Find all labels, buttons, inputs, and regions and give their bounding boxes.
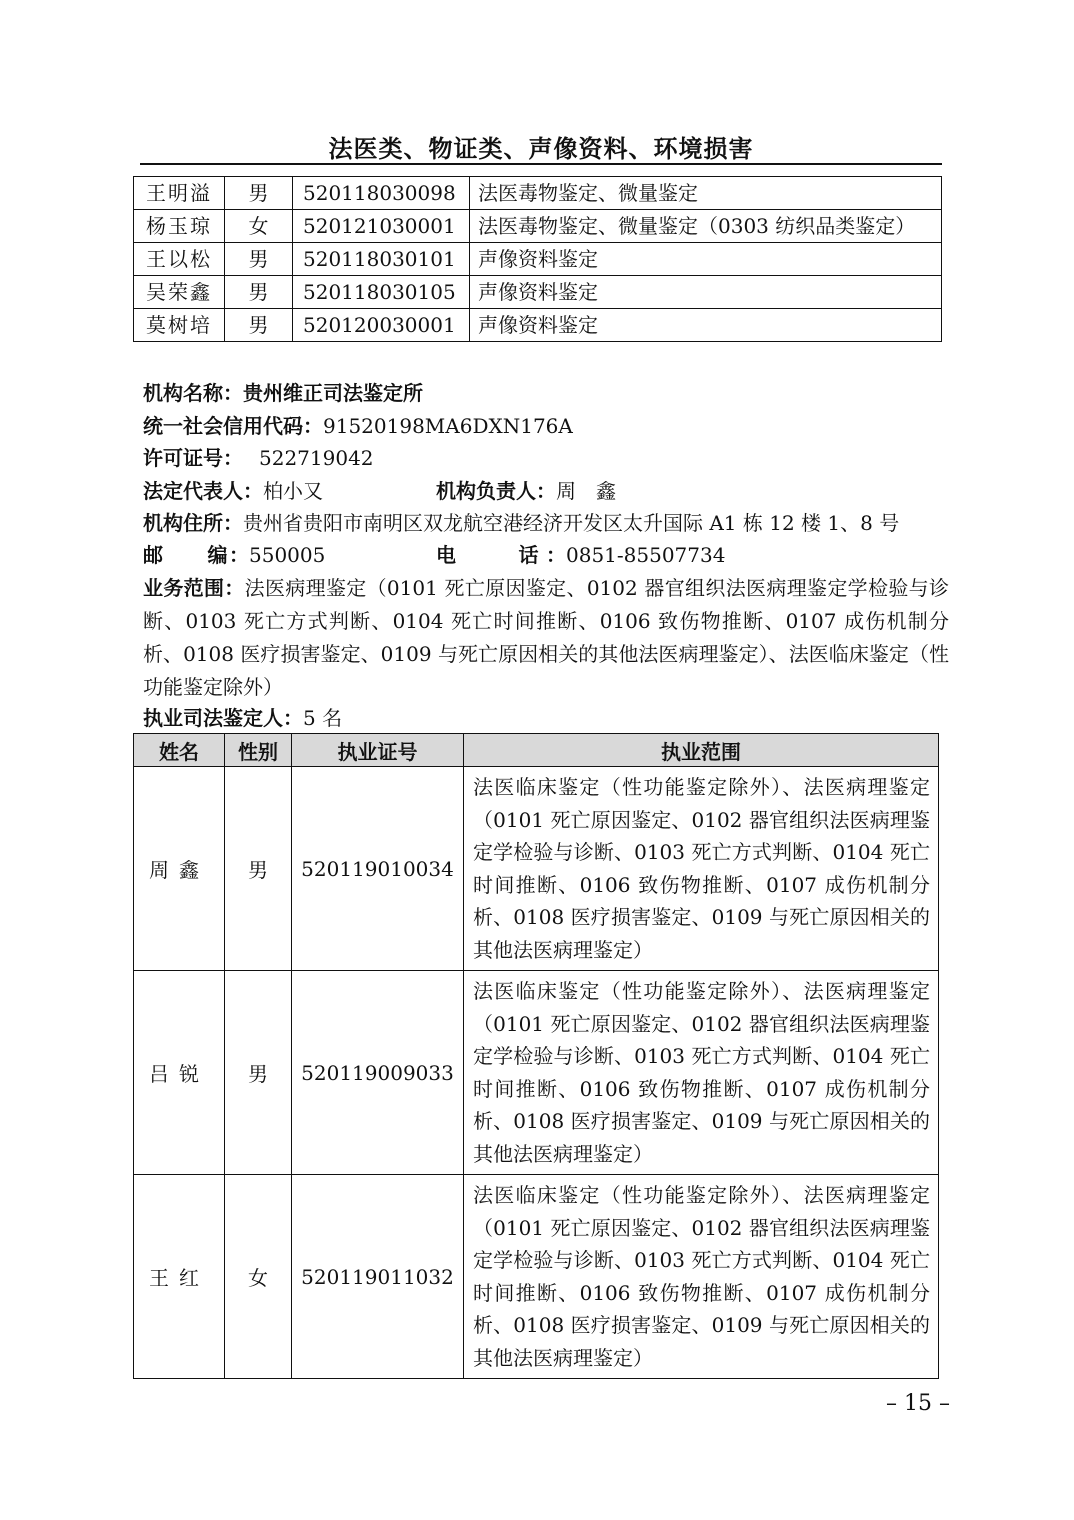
table-header-row bbox=[134, 734, 939, 767]
head-name: 周 鑫 bbox=[556, 479, 616, 503]
appraiser-table bbox=[133, 733, 939, 1379]
appraiser-name: 王红 bbox=[134, 1175, 225, 1379]
license-label: 许可证号： bbox=[143, 446, 243, 470]
appraiser-gender: 女 bbox=[225, 1175, 292, 1379]
institution-name-label: 机构名称： bbox=[143, 381, 243, 405]
appraiser-scope: 声像资料鉴定 bbox=[470, 309, 942, 342]
credit-code-line bbox=[143, 410, 953, 442]
institution-name-line bbox=[143, 377, 953, 409]
table-row bbox=[134, 243, 942, 276]
phone-label: 电 话： bbox=[436, 543, 566, 567]
table-row bbox=[134, 309, 942, 342]
appraiser-name: 吴荣鑫 bbox=[134, 276, 225, 309]
contact-line bbox=[143, 539, 953, 571]
table-row bbox=[134, 767, 939, 971]
appraiser-scope: 法医临床鉴定（性功能鉴定除外）、法医病理鉴定（0101 死亡原因鉴定、0102 器官组织法医病理鉴定学检验与诊断、0103 死亡方式判断、0104 死亡时间推断、0106 致伤物推断、0107 成伤机制分析、0108 医疗损害鉴定、0109 与死亡原因相关的其他法医病理鉴定） bbox=[464, 971, 939, 1175]
appraiser-cert: 520119010034 bbox=[292, 767, 464, 971]
appraiser-gender: 男 bbox=[225, 276, 293, 309]
institution-name: 贵州维正司法鉴定所 bbox=[243, 381, 423, 405]
page-number: – 15 – bbox=[886, 1391, 950, 1416]
credit-code-label: 统一社会信用代码： bbox=[143, 414, 323, 438]
header-rule bbox=[140, 163, 942, 165]
appraiser-scope: 法医毒物鉴定、微量鉴定（0303 纺织品类鉴定） bbox=[470, 210, 942, 243]
appraiser-gender: 男 bbox=[225, 309, 293, 342]
appraiser-scope: 声像资料鉴定 bbox=[470, 276, 942, 309]
business-scope-label: 业务范围： bbox=[143, 576, 245, 600]
appraiser-name: 周鑫 bbox=[134, 767, 225, 971]
top-appraiser-table bbox=[133, 176, 942, 342]
appraiser-name: 王以松 bbox=[134, 243, 225, 276]
appraiser-cert: 520119011032 bbox=[292, 1175, 464, 1379]
appraiser-gender: 男 bbox=[225, 243, 293, 276]
section-header-title: 法医类、物证类、声像资料、环境损害 bbox=[328, 134, 754, 163]
appraiser-name: 吕锐 bbox=[134, 971, 225, 1175]
table-row bbox=[134, 971, 939, 1175]
postcode-label: 邮 编： bbox=[143, 543, 249, 567]
postcode: 550005 bbox=[249, 543, 326, 567]
column-header-gender: 性别 bbox=[225, 734, 292, 767]
head-label: 机构负责人： bbox=[436, 479, 556, 503]
column-header-scope: 执业范围 bbox=[464, 734, 939, 767]
license-line bbox=[143, 442, 953, 474]
appraiser-name: 杨玉琼 bbox=[134, 210, 225, 243]
appraiser-name: 莫树培 bbox=[134, 309, 225, 342]
representative-line bbox=[143, 475, 953, 507]
appraiser-gender: 男 bbox=[225, 971, 292, 1175]
appraiser-cert: 520118030105 bbox=[293, 276, 470, 309]
appraiser-scope: 声像资料鉴定 bbox=[470, 243, 942, 276]
appraiser-cert: 520120030001 bbox=[293, 309, 470, 342]
column-header-name: 姓名 bbox=[134, 734, 225, 767]
license-number: 522719042 bbox=[259, 446, 374, 470]
appraiser-gender: 男 bbox=[225, 767, 292, 971]
appraisers-count-line bbox=[143, 702, 953, 734]
column-header-cert: 执业证号 bbox=[292, 734, 464, 767]
appraiser-gender: 女 bbox=[225, 210, 293, 243]
appraiser-cert: 520119009033 bbox=[292, 971, 464, 1175]
appraiser-scope: 法医毒物鉴定、微量鉴定 bbox=[470, 177, 942, 210]
legal-rep-label: 法定代表人： bbox=[143, 479, 263, 503]
business-scope bbox=[143, 572, 949, 704]
appraisers-count: 5 名 bbox=[303, 706, 343, 730]
appraiser-scope: 法医临床鉴定（性功能鉴定除外）、法医病理鉴定（0101 死亡原因鉴定、0102 器官组织法医病理鉴定学检验与诊断、0103 死亡方式判断、0104 死亡时间推断、0106 致伤物推断、0107 成伤机制分析、0108 医疗损害鉴定、0109 与死亡原因相关的其他法医病理鉴定） bbox=[464, 1175, 939, 1379]
table-row bbox=[134, 210, 942, 243]
appraiser-cert: 520118030098 bbox=[293, 177, 470, 210]
address-label: 机构住所： bbox=[143, 511, 243, 535]
table-row bbox=[134, 276, 942, 309]
table-row bbox=[134, 1175, 939, 1379]
business-scope-text: 法医病理鉴定（0101 死亡原因鉴定、0102 器官组织法医病理鉴定学检验与诊断、0103 死亡方式判断、0104 死亡时间推断、0106 致伤物推断、0107 成伤机制分析、0108 医疗损害鉴定、0109 与死亡原因相关的其他法医病理鉴定）、法医临床鉴定（性功能鉴定除外） bbox=[143, 576, 949, 699]
appraiser-scope: 法医临床鉴定（性功能鉴定除外）、法医病理鉴定（0101 死亡原因鉴定、0102 器官组织法医病理鉴定学检验与诊断、0103 死亡方式判断、0104 死亡时间推断、0106 致伤物推断、0107 成伤机制分析、0108 医疗损害鉴定、0109 与死亡原因相关的其他法医病理鉴定） bbox=[464, 767, 939, 971]
appraiser-name: 王明溢 bbox=[134, 177, 225, 210]
phone: 0851-85507734 bbox=[566, 543, 726, 567]
appraisers-label: 执业司法鉴定人： bbox=[143, 706, 303, 730]
appraiser-gender: 男 bbox=[225, 177, 293, 210]
legal-rep: 柏小又 bbox=[263, 479, 323, 503]
table-row bbox=[134, 177, 942, 210]
appraiser-cert: 520118030101 bbox=[293, 243, 470, 276]
appraiser-cert: 520121030001 bbox=[293, 210, 470, 243]
address-line bbox=[143, 507, 953, 539]
credit-code: 91520198MA6DXN176A bbox=[323, 414, 573, 438]
address: 贵州省贵阳市南明区双龙航空港经济开发区太升国际 A1 栋 12 楼 1、8 号 bbox=[243, 511, 900, 535]
